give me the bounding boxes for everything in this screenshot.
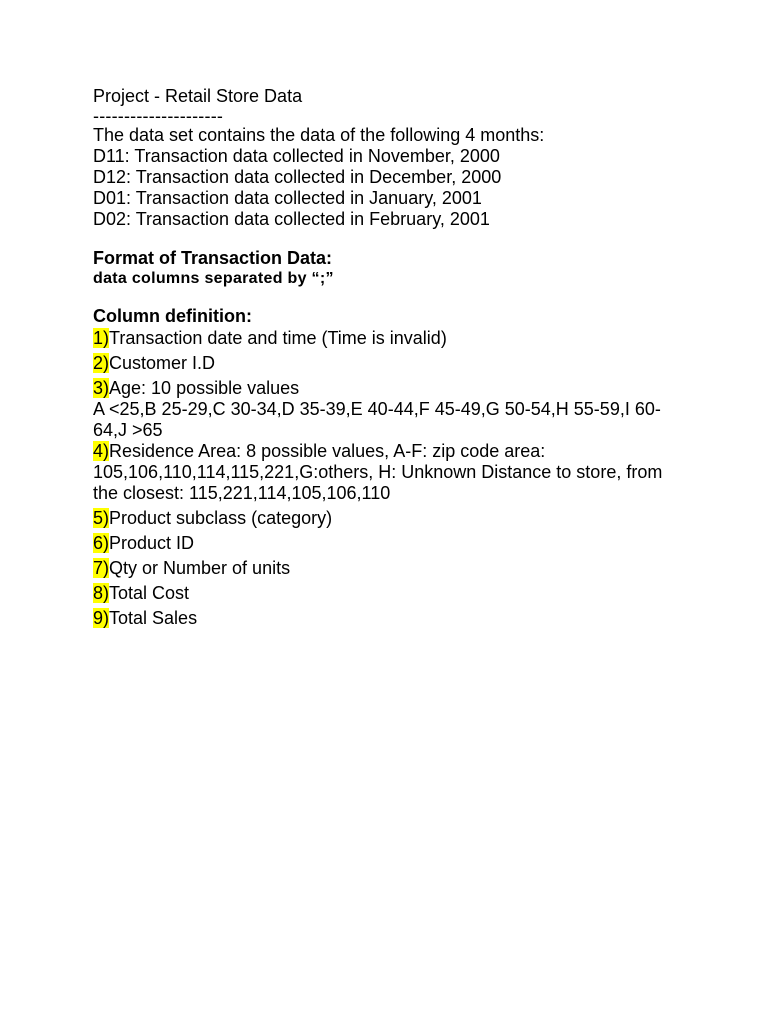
column-number: 9): [93, 608, 110, 628]
column-text: Product subclass (category): [109, 508, 333, 528]
column-number: 6): [93, 533, 110, 553]
document-body: [93, 86, 693, 629]
column-item-7: [93, 558, 693, 579]
column-item-1: [93, 328, 693, 349]
column-item-2: [93, 353, 693, 374]
column-text: Product ID: [109, 533, 195, 553]
column-number: 1): [93, 328, 110, 348]
column-definition-heading: Column definition:: [93, 306, 252, 326]
column-detail: A <25,B 25-29,C 30-34,D 35-39,E 40-44,F 45-49,G 50-54,H 55-59,I 60-64,J >65: [93, 399, 661, 440]
section-spacer: [93, 288, 693, 306]
column-text: Age: 10 possible values: [109, 378, 300, 398]
column-item-9: [93, 608, 693, 629]
column-text: Total Cost: [109, 583, 190, 603]
section-spacer: [93, 230, 693, 248]
document-title: Project - Retail Store Data: [93, 86, 303, 106]
column-text: Total Sales: [109, 608, 198, 628]
column-item-3: [93, 378, 693, 399]
month-item: D12: Transaction data collected in December, 2000: [93, 167, 502, 187]
column-text: Customer I.D: [109, 353, 216, 373]
column-text: Residence Area: 8 possible values, A-F: zip code area: 105,106,110,114,115,221,G:others, H: Unknown Distance to store, from the closest: 115,221,114,105,106,110: [93, 441, 663, 503]
column-number: 4): [93, 441, 110, 461]
month-item: D02: Transaction data collected in February, 2001: [93, 209, 490, 229]
column-number: 5): [93, 508, 110, 528]
format-subheading: data columns separated by “;”: [93, 270, 334, 287]
column-number: 7): [93, 558, 110, 578]
month-item: D01: Transaction data collected in January, 2001: [93, 188, 482, 208]
column-text: Qty or Number of units: [109, 558, 291, 578]
title-underline: ---------------------: [93, 106, 224, 126]
column-item-6: [93, 533, 693, 554]
column-number: 2): [93, 353, 110, 373]
column-item-8: [93, 583, 693, 604]
intro-text: The data set contains the data of the following 4 months:: [93, 125, 545, 145]
column-number: 8): [93, 583, 110, 603]
column-item-4: [93, 441, 678, 504]
column-number: 3): [93, 378, 110, 398]
format-heading: Format of Transaction Data:: [93, 248, 333, 268]
column-item-5: [93, 508, 693, 529]
column-text: Transaction date and time (Time is invalid): [109, 328, 447, 348]
month-item: D11: Transaction data collected in November, 2000: [93, 146, 500, 166]
